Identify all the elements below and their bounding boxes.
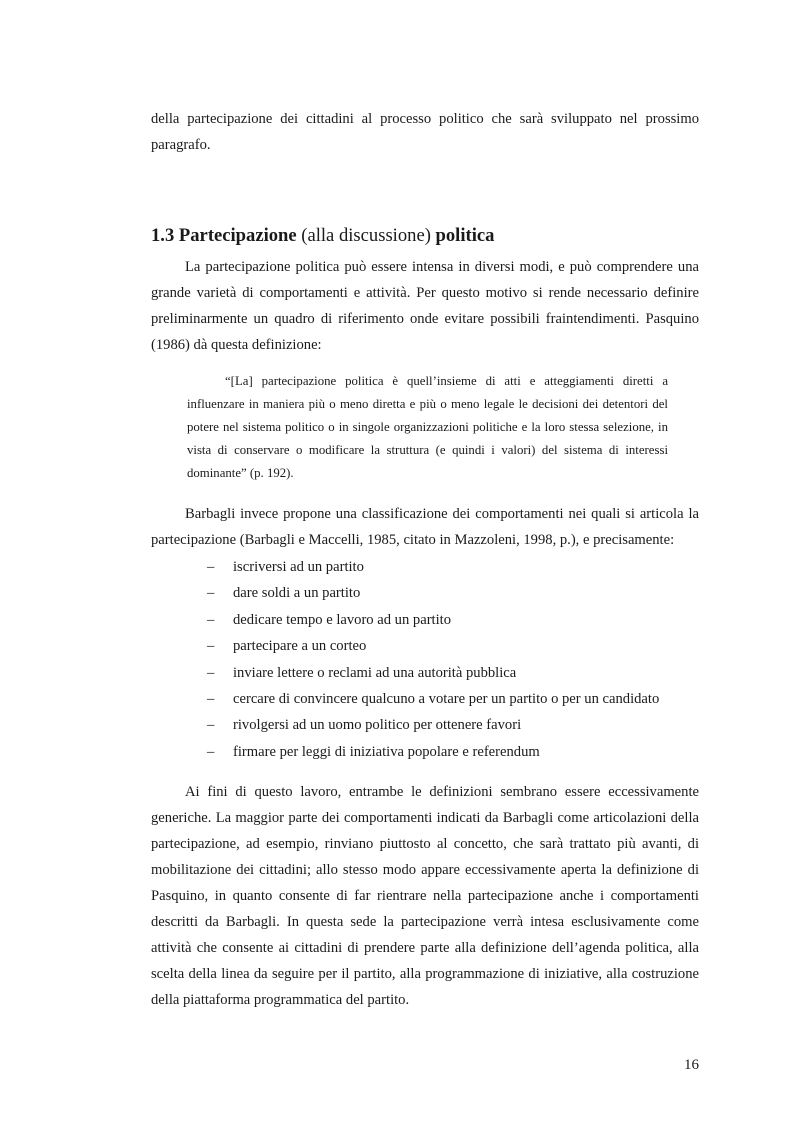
- paragraph-barbagli: Barbagli invece propone una classificazione dei comportamenti nei quali si articola la partecipazione (Barbagli e Maccelli, 1985, citato in Mazzoleni, 1998, p.), e precisamente:: [151, 506, 699, 548]
- section-title-bold-2: politica: [435, 225, 495, 246]
- page-number: 16: [684, 1057, 699, 1073]
- section-title-normal: (alla discussione): [301, 225, 431, 246]
- list-item: [207, 686, 707, 712]
- list-item: [207, 739, 707, 765]
- list-item-text: partecipare a un corteo: [233, 638, 367, 655]
- list-item: [207, 607, 707, 633]
- list-item: [207, 554, 707, 580]
- list-dash: –: [207, 691, 215, 708]
- paragraph-conclusion: Ai fini di questo lavoro, entrambe le definizioni sembrano essere eccessivamente generiche. La maggior parte dei comportamenti indicati da Barbagli come articolazioni della partecipazione, ad esempio, rinviano piuttosto al concetto, che sarà trattato più avanti, di mobilitazione dei cittadini; allo stesso modo appare eccessivamente aperta la definizione di Pasquino, in quanto consente di far rientrare nella partecipazione anche i comportamenti descritti da Barbagli. In questa sede la partecipazione verrà intesa esclusivamente come attività che consente ai cittadini di prendere parte alla definizione dell’agenda politica, alla scelta della linea da seguire per il partito, alla programmazione di iniziative, alla costruzione della piattaforma programmatica del partito.: [151, 784, 699, 1008]
- list-item-text: cercare di convincere qualcuno a votare per un partito o per un candidato: [233, 691, 660, 708]
- paragraph-pasquino-intro: La partecipazione politica può essere intensa in diversi modi, e può comprendere una grande varietà di comportamenti e attività. Per questo motivo si rende necessario definire preliminarmente un quadro di riferimento onde evitare possibili fraintendimenti. Pasquino (1986) dà questa definizione:: [151, 259, 699, 353]
- list-dash: –: [207, 559, 215, 575]
- list-item-text: rivolgersi ad un uomo politico per ottenere favori: [233, 717, 522, 734]
- list-item-text: dare soldi a un partito: [233, 585, 361, 602]
- list-item-text: firmare per leggi di iniziativa popolare e referendum: [233, 743, 540, 760]
- list-item-text: inviare lettere o reclami ad una autorità pubblica: [233, 664, 517, 681]
- list-dash: –: [207, 638, 215, 655]
- section-title-bold-1: Partecipazione: [178, 225, 297, 246]
- section-heading: [151, 222, 711, 250]
- list-dash: –: [207, 611, 215, 628]
- section-number: 1.3: [151, 225, 175, 246]
- list-item: [207, 660, 707, 686]
- list-dash: –: [207, 717, 215, 734]
- list-item: [207, 580, 707, 606]
- list-dash: –: [207, 585, 215, 602]
- list-item: [207, 633, 707, 659]
- list-dash: –: [207, 743, 215, 760]
- block-quote: “[La] partecipazione politica è quell’insieme di atti e atteggiamenti diretti a influenzare in maniera più o meno diretta e più o meno legale le decisioni dei detentori del potere nel sistema politico o in singole organizzazioni politiche e la loro stessa selezione, in vista di conservare o modificare la struttura (e quindi i valori) del sistema di interessi dominante” (p. 192).: [187, 374, 668, 480]
- list-item: [207, 712, 707, 738]
- list-item-text: dedicare tempo e lavoro ad un partito: [233, 611, 452, 628]
- intro-paragraph: della partecipazione dei cittadini al processo politico che sarà sviluppato nel prossimo paragrafo.: [151, 111, 699, 153]
- behaviour-list: [207, 554, 707, 765]
- list-item-text: iscriversi ad un partito: [233, 559, 364, 575]
- list-dash: –: [207, 664, 215, 681]
